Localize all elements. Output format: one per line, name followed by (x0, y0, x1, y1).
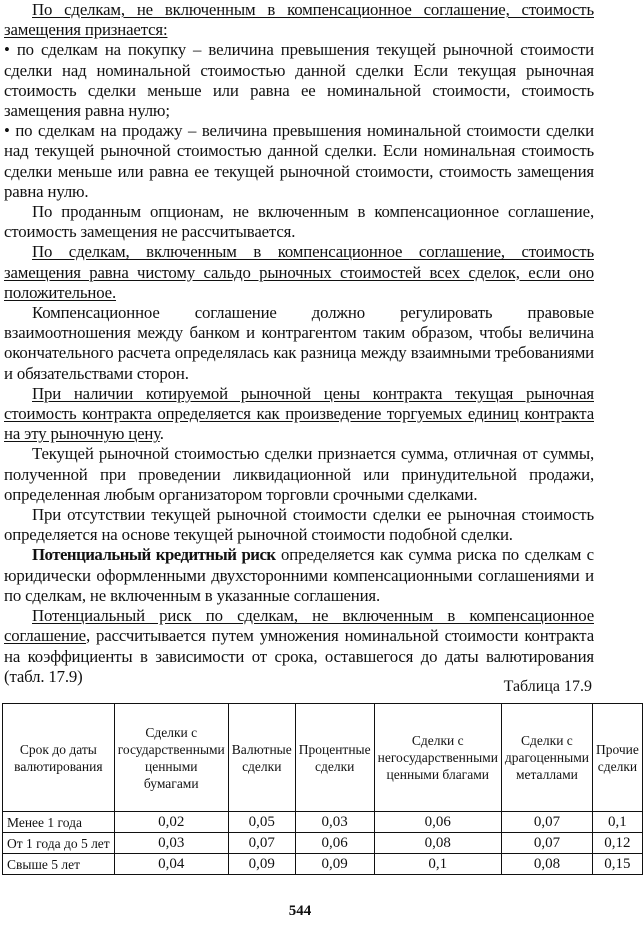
table-header-row (3, 704, 643, 812)
table-cell: 0,06 (295, 833, 374, 854)
paragraph-replacement-cost-intro (4, 0, 594, 40)
table-cell: 0,08 (374, 833, 501, 854)
table-row (3, 854, 643, 875)
header-precious-metals: Сделки с драгоценными металлами (501, 704, 592, 812)
paragraph-potential-risk-calc (4, 606, 594, 687)
table-cell: 0,03 (114, 833, 228, 854)
paragraph-text: , рассчитывается путем умножения номинальной стоимости контракта на коэффициенты в зависимости от срока, оставшегося до даты валютирования (табл. 17.9) (4, 626, 594, 686)
row-label: Менее 1 года (3, 812, 115, 833)
table-cell: 0,07 (228, 833, 295, 854)
table-row (3, 833, 643, 854)
coefficients-table (2, 703, 643, 875)
page-number: 544 (288, 903, 312, 919)
table-cell: 0,08 (501, 854, 592, 875)
header-other: Прочие сделки (592, 704, 642, 812)
table-cell: 0,09 (295, 854, 374, 875)
bullet-purchase: • по сделкам на покупку – величина превышения текущей рыночной стоимости сделки над номинальной стоимостью данной сделки Если текущая рыночная стоимость сделки меньше или равна ее номинальной стоимости, стоимость замещения равна нулю; (4, 40, 594, 121)
table-cell: 0,02 (114, 812, 228, 833)
header-currency: Валютные сделки (228, 704, 295, 812)
header-nongov-securities: Сделки с негосударственными ценными благами (374, 704, 501, 812)
period: . (159, 424, 164, 444)
table-caption: Таблица 17.9 (503, 678, 592, 695)
paragraph-text: определяется как сумма риска по сделкам с юридически оформленными двухсторонними компенсационными соглашениями и по сделкам, не включенным в указанные соглашения. (4, 545, 594, 605)
paragraph-sold-options: По проданным опционам, не включенным в компенсационное соглашение, стоимость замещения не рассчитывается. (4, 202, 594, 242)
header-term: Срок до даты валютирования (3, 704, 115, 812)
header-gov-securities: Сделки с государственными ценными бумагами (114, 704, 228, 812)
table-cell: 0,09 (228, 854, 295, 875)
table-cell: 0,05 (228, 812, 295, 833)
header-interest: Процентные сделки (295, 704, 374, 812)
body-text (4, 0, 594, 687)
underlined-text: Потенциальный риск по сделкам, не включенным в компенсационное соглашение (4, 606, 594, 646)
row-label: Свыше 5 лет (3, 854, 115, 875)
bullet-sale: • по сделкам на продажу – величина превышения номинальной стоимости сделки над текущей рыночной стоимостью данной сделки. Если номинальная стоимость сделки меньше или равна ее текущей рыночной стоимости, стоимость замещения равна нулю. (4, 121, 594, 201)
paragraph-compensation-agreement: Компенсационное соглашение должно регулировать правовые взаимоотношения между банком и контрагентом таким образом, чтобы величина окончательного расчета определялась как разница между взаимными требованиями и обязательствами сторон. (4, 303, 594, 383)
table-cell: 0,06 (374, 812, 501, 833)
paragraph-no-market-value: При отсутствии текущей рыночной стоимости сделки ее рыночная стоимость определяется на основе текущей рыночной стоимости подобной сделки. (4, 505, 594, 545)
paragraph-quoted-price (4, 384, 594, 445)
row-label: От 1 года до 5 лет (3, 833, 115, 854)
table-cell: 0,07 (501, 833, 592, 854)
table-cell: 0,15 (592, 854, 642, 875)
table-cell: 0,1 (592, 812, 642, 833)
table-cell: 0,04 (114, 854, 228, 875)
paragraph-potential-credit-risk (4, 545, 594, 606)
table-cell: 0,03 (295, 812, 374, 833)
table-cell: 0,12 (592, 833, 642, 854)
underlined-text: При наличии котируемой рыночной цены контракта текущая рыночная стоимость контракта определяется как произведение торгуемых единиц контракта на эту рыночную цену (4, 383, 594, 444)
paragraph-included-deals (4, 242, 594, 303)
underlined-text: По сделкам, включенным в компенсационное соглашение, стоимость замещения равна чистому сальдо рыночных стоимостей всех сделок, если оно положительное. (4, 242, 594, 302)
paragraph-current-market-value: Текущей рыночной стоимостью сделки признается сумма, отличная от суммы, полученной при проведении ликвидационной или принудительной продажи, определенная любым организатором торговли срочными сделками. (4, 444, 594, 504)
table-cell: 0,1 (374, 854, 501, 875)
table-row (3, 812, 643, 833)
table-cell: 0,07 (501, 812, 592, 833)
bold-term: Потенциальный кредитный риск (32, 545, 276, 565)
underlined-text: По сделкам, не включенным в компенсационное соглашение, стоимость замещения признается: (4, 0, 594, 40)
